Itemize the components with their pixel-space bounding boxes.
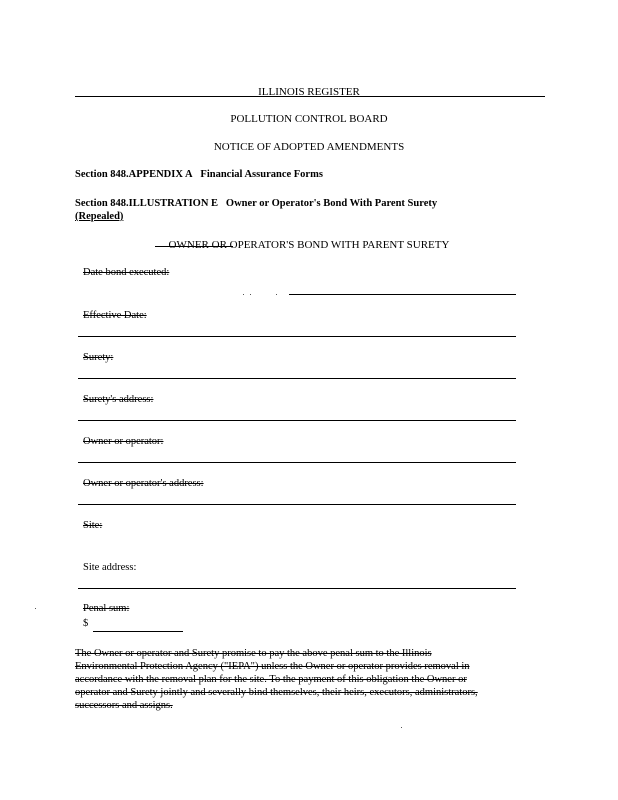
illustration-title: Owner or Operator's Bond With Parent Surety	[225, 198, 438, 209]
notice-title: NOTICE OF ADOPTED AMENDMENTS	[213, 141, 405, 153]
paragraph-line: accordance with the removal plan for the site. To the payment of this obligation the Owner or	[75, 674, 467, 685]
appendix-title: Financial Assurance Forms	[200, 169, 323, 180]
site-address-label: Site address:	[83, 562, 137, 573]
penal-sum-line[interactable]	[93, 631, 183, 632]
scan-speck	[35, 608, 36, 609]
scan-speck	[276, 294, 277, 295]
scan-speck	[250, 294, 251, 295]
appendix-prefix: Section 848.APPENDIX A	[75, 169, 193, 180]
surety-label: Surety:	[83, 352, 114, 363]
scan-speck	[243, 294, 244, 295]
paragraph-line: The Owner or operator and Surety promise to pay the above penal sum to the Illinois	[75, 648, 432, 659]
form-title-strike	[155, 246, 233, 247]
owner-operator-label: Owner or operator:	[83, 436, 164, 447]
repealed-label: (Repealed)	[75, 211, 124, 222]
register-title: ILLINOIS REGISTER	[258, 86, 360, 98]
paragraph-line: successors and assigns.	[75, 700, 173, 711]
surety-address-label: Surety's address:	[83, 394, 154, 405]
illustration-prefix: Section 848.ILLUSTRATION E	[75, 198, 219, 209]
site-label: Site:	[83, 520, 103, 531]
effective-date-line[interactable]	[78, 336, 516, 337]
bond-paragraph	[75, 647, 545, 712]
penal-sum-label: Penal sum:	[83, 603, 130, 614]
site-address-line[interactable]	[78, 588, 516, 589]
paragraph-line: Environmental Protection Agency ("IEPA") unless the Owner or operator provides removal in	[75, 661, 470, 672]
effective-date-label: Effective Date:	[83, 310, 147, 321]
owner-operator-line[interactable]	[78, 462, 516, 463]
owner-operator-address-label: Owner or operator's address:	[83, 478, 204, 489]
illustration-heading	[75, 198, 437, 209]
surety-address-line[interactable]	[78, 420, 516, 421]
date-bond-executed-line[interactable]	[289, 294, 516, 295]
paragraph-line: operator and Surety jointly and severally bind themselves, their heirs, executors, administrators,	[75, 687, 478, 698]
surety-line[interactable]	[78, 378, 516, 379]
form-title: OWNER OR OPERATOR'S BOND WITH PARENT SURETY	[168, 239, 450, 251]
scan-speck	[401, 727, 402, 728]
board-title: POLLUTION CONTROL BOARD	[230, 113, 388, 125]
appendix-heading	[75, 169, 323, 180]
header-rule	[75, 96, 545, 97]
owner-operator-address-line[interactable]	[78, 504, 516, 505]
dollar-sign: $	[83, 618, 89, 629]
date-bond-executed-label: Date bond executed:	[83, 267, 170, 278]
